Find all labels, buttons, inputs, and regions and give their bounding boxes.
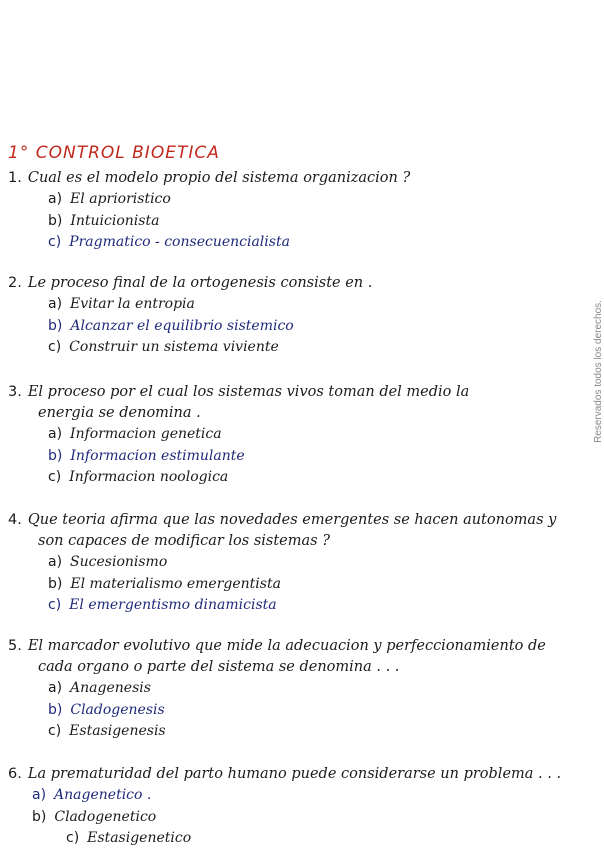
question-number: 3. bbox=[8, 384, 22, 400]
question-number: 5. bbox=[8, 638, 22, 654]
option-letter: c) bbox=[48, 339, 62, 355]
option-c bbox=[8, 828, 561, 850]
option-text: Estasigenesis bbox=[69, 723, 166, 739]
option-text: Intuicionista bbox=[70, 212, 160, 229]
question-text: Que teoria afirma que las novedades emergentes se hacen autonomas y bbox=[27, 512, 557, 528]
question-text: La prematuridad del parto humano puede considerarse un problema . . . bbox=[27, 766, 562, 782]
option-c bbox=[8, 467, 469, 489]
option-letter: c) bbox=[66, 830, 80, 846]
option-letter: b) bbox=[48, 447, 63, 464]
question-stem bbox=[8, 273, 372, 294]
option-letter: c) bbox=[48, 723, 62, 739]
option-letter: a) bbox=[48, 554, 63, 570]
option-letter: b) bbox=[48, 575, 63, 592]
question-stem bbox=[8, 168, 410, 189]
option-letter: a) bbox=[48, 680, 63, 696]
option-text: Estasigenetico bbox=[87, 830, 192, 846]
option-text: El materialismo emergentista bbox=[70, 575, 281, 592]
question-stem-continued: energia se denomina . bbox=[38, 405, 201, 421]
option-letter: b) bbox=[48, 701, 63, 718]
option-text: Anagenesis bbox=[70, 680, 151, 696]
option-text: El emergentismo dinamicista bbox=[69, 597, 277, 613]
option-letter: c) bbox=[48, 469, 62, 485]
option-text: Evitar la entropia bbox=[70, 296, 195, 312]
option-b bbox=[8, 807, 561, 829]
option-letter: c) bbox=[48, 234, 62, 250]
option-a bbox=[8, 189, 410, 211]
option-c bbox=[8, 721, 546, 743]
question-stem bbox=[8, 510, 556, 531]
question-number: 1. bbox=[8, 170, 22, 186]
question-stem-continued: son capaces de modificar los sistemas ? bbox=[38, 533, 330, 549]
option-letter: b) bbox=[48, 317, 63, 334]
question-1 bbox=[8, 168, 410, 254]
question-number: 6. bbox=[8, 766, 22, 782]
option-a bbox=[8, 552, 556, 574]
option-c bbox=[8, 337, 372, 359]
option-b bbox=[8, 211, 410, 233]
question-5 bbox=[8, 636, 546, 743]
option-letter: a) bbox=[48, 191, 63, 207]
question-stem bbox=[8, 382, 469, 403]
option-text: Anagenetico . bbox=[54, 787, 152, 803]
option-text: Informacion genetica bbox=[70, 426, 222, 442]
option-letter: a) bbox=[32, 787, 47, 803]
question-text: El proceso por el cual los sistemas vivos toman del medio la bbox=[27, 384, 470, 400]
question-2 bbox=[8, 273, 372, 359]
question-text: El marcador evolutivo que mide la adecuacion y perfeccionamiento de bbox=[27, 638, 546, 654]
option-letter: b) bbox=[32, 808, 47, 825]
option-b bbox=[8, 574, 556, 596]
option-b-selected bbox=[8, 316, 372, 338]
option-a bbox=[8, 424, 469, 446]
option-text: Cladogenesis bbox=[70, 701, 165, 718]
question-stem bbox=[8, 764, 561, 785]
copyright-notice: Reservados todos los derechos. bbox=[593, 300, 604, 443]
option-text: Informacion estimulante bbox=[70, 447, 245, 464]
option-c-selected bbox=[8, 595, 556, 617]
option-text: Pragmatico - consecuencialista bbox=[69, 234, 290, 250]
option-letter: a) bbox=[48, 296, 63, 312]
option-text: Construir un sistema viviente bbox=[69, 339, 279, 355]
option-text: Cladogenetico bbox=[54, 808, 157, 825]
question-text: Le proceso final de la ortogenesis consiste en . bbox=[27, 275, 373, 291]
question-text: Cual es el modelo propio del sistema organizacion ? bbox=[27, 170, 411, 186]
option-letter: c) bbox=[48, 597, 62, 613]
option-letter: a) bbox=[48, 426, 63, 442]
question-3 bbox=[8, 382, 469, 489]
option-letter: b) bbox=[48, 212, 63, 229]
option-text: Informacion noologica bbox=[69, 469, 229, 485]
option-text: Alcanzar el equilibrio sistemico bbox=[70, 317, 294, 334]
option-text: Sucesionismo bbox=[70, 554, 168, 570]
page-title: 1° CONTROL BIOETICA bbox=[8, 143, 220, 163]
option-b-selected bbox=[8, 700, 546, 722]
option-a bbox=[8, 294, 372, 316]
question-number: 4. bbox=[8, 512, 22, 528]
option-a bbox=[8, 678, 546, 700]
option-text: El aprioristico bbox=[70, 191, 171, 207]
option-a-selected bbox=[8, 785, 561, 807]
question-number: 2. bbox=[8, 275, 22, 291]
question-4 bbox=[8, 510, 556, 617]
option-c-selected bbox=[8, 232, 410, 254]
question-6 bbox=[8, 764, 561, 850]
question-stem-continued: cada organo o parte del sistema se denomina . . . bbox=[38, 659, 400, 675]
option-b-selected bbox=[8, 446, 469, 468]
question-stem bbox=[8, 636, 546, 657]
